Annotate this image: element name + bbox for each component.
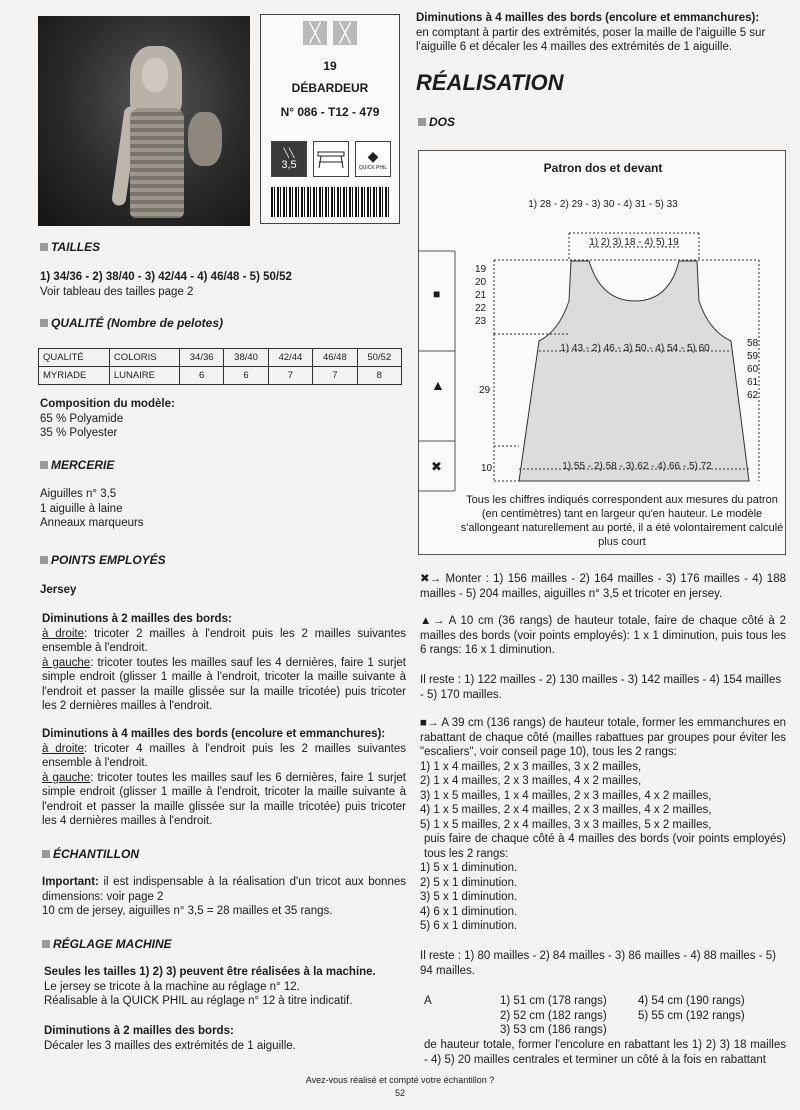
- table-cell: 50/52: [357, 349, 401, 367]
- cross-marker-icon: ✖: [431, 459, 442, 474]
- left-bottom-height: 10: [481, 463, 493, 474]
- dim2-droite-label: à droite: [42, 627, 85, 640]
- list-item: 1) 1 x 4 mailles, 2 x 3 mailles, 3 x 2 mailles,: [420, 760, 642, 773]
- echantillon-heading: ÉCHANTILLON: [42, 847, 139, 861]
- realisation-title: RÉALISATION: [416, 70, 564, 95]
- reste2-text: Il reste : 1) 80 mailles - 2) 84 mailles - 3) 86 mailles - 4) 88 mailles - 5) 94 mailles.: [420, 950, 776, 977]
- right-dim4-heading: Diminutions à 4 mailles des bords (encolure et emmanchures):: [416, 12, 760, 24]
- bottom-width-label: 1) 55 - 2) 58 - 3) 62 - 4) 66 - 5) 72: [562, 461, 712, 472]
- tailles-heading: TAILLES: [40, 240, 100, 254]
- yarn-quantity-table: [38, 348, 402, 385]
- gauge-text: 10 cm de jersey, aiguilles n° 3,5 = 28 mailles et 35 rangs.: [42, 905, 333, 917]
- list-item: 5) 6 x 1 diminution.: [420, 920, 518, 932]
- pattern-number: 19: [323, 59, 337, 73]
- sizes-line: 1) 34/36 - 2) 38/40 - 3) 42/44 - 4) 46/48 - 5) 50/52: [40, 271, 292, 283]
- table-cell: 7: [268, 367, 312, 385]
- machine-dim-text: Décaler les 3 mailles des extrémités de 1 aiguille.: [44, 1039, 296, 1052]
- footer-question: Avez-vous réalisé et compté votre échantillon ?: [305, 1075, 495, 1085]
- composition-line: 65 % Polyamide: [40, 412, 124, 425]
- mid-width-label: 1) 43 - 2) 46 - 3) 50 - 4) 54 - 5) 60: [560, 343, 710, 354]
- height-value: 58: [747, 338, 759, 349]
- table-cell: MYRIADE: [39, 367, 110, 385]
- top-width-label: 1) 28 - 2) 29 - 3) 30 - 4) 31 - 5) 33: [528, 199, 678, 210]
- monter-text: Monter : 1) 156 mailles - 2) 164 mailles - 3) 176 mailles - 4) 188 mailles - 5) 204 mailles, aiguilles n° 3,5 et tricoter en jersey.: [420, 573, 786, 600]
- machine-dim-heading: Diminutions à 2 mailles des bords:: [44, 1025, 234, 1037]
- needle-size: 3,5: [281, 158, 297, 171]
- model-photo: [38, 16, 250, 226]
- pattern-card: [260, 14, 400, 224]
- height-item: 3) 53 cm (186 rangs): [500, 1024, 607, 1036]
- quick-phil-label: QUICK PHIL: [358, 164, 388, 171]
- height-value: 60: [747, 364, 759, 375]
- height-item: 2) 52 cm (182 rangs): [500, 1009, 607, 1022]
- dim2-gauche-text: : tricoter toutes les mailles sauf les 4 dernières, faire 1 surjet simple endroit (glisser 1 maille à l'endroit, tricoter la maille suivante à l'endroit et passer la maille glissée sur la maille tricotée) puis tricoter les 2 dernières mailles à l'endroit.: [42, 656, 406, 712]
- height-value: 20: [475, 277, 487, 288]
- left-mid-height: 29: [479, 385, 491, 396]
- a-label: A: [424, 995, 432, 1007]
- page-number: 52: [394, 1088, 405, 1098]
- table-row: [39, 367, 402, 385]
- table-cell: 6: [224, 367, 268, 385]
- mercerie-item: Anneaux marqueurs: [40, 517, 144, 529]
- height-value: 19: [475, 264, 487, 275]
- dim4-droite-text: : tricoter 4 mailles à l'endroit puis les 2 mailles suivantes ensemble à l'endroit.: [42, 742, 407, 769]
- final-text: de hauteur totale, former l'encolure en rabattant les 1) 2) 3) 18 mailles - 4) 5) 20 mailles centrales et terminer un côté à la fois en rabattant: [424, 1039, 786, 1066]
- list-item: 5) 1 x 5 mailles, 2 x 4 mailles, 3 x 3 mailles, 5 x 2 mailles,: [420, 818, 712, 831]
- dim2-droite-text: : tricoter 2 mailles à l'endroit puis les 2 mailles suivantes ensemble à l'endroit.: [42, 627, 407, 654]
- important-label: Important:: [42, 876, 99, 888]
- a39-text: A 39 cm (136 rangs) de hauteur totale, former les emmanchures en rabattant de chaque côté (mailles rabattues par groupes pour éviter les "escaliers", voir conseil page 10), tous les 2 rangs:: [420, 717, 786, 758]
- puis-text: puis faire de chaque côté à 4 mailles des bords (voir points employés) tous les 2 rangs:: [424, 833, 786, 860]
- table-cell: 34/36: [179, 349, 223, 367]
- dim4-gauche-text: : tricoter toutes les mailles sauf les 6 dernières, faire 1 surjet simple endroit (glisser 1 maille à l'endroit, tricoter la maille suivante à l'endroit et passer la maille glissée sur la maille tricotée) puis tricoter les 4 dernières mailles à l'endroit.: [42, 771, 406, 827]
- dim2-gauche-label: à gauche: [42, 656, 91, 669]
- left-heights: [475, 263, 486, 328]
- knitting-machine-icon: [313, 141, 349, 177]
- composition-line: 35 % Polyester: [40, 427, 118, 439]
- table-cell: 46/48: [313, 349, 357, 367]
- right-dim4-text: en comptant à partir des extrémités, poser la maille de l'aiguille 5 sur l'aiguille 6 et décaler les 4 mailles des extrémités de 1 aiguille.: [416, 26, 766, 53]
- height-value: 59: [747, 351, 759, 362]
- mercerie-item: 1 aiguille à laine: [40, 502, 123, 515]
- height-value: 21: [475, 290, 487, 301]
- list-item: 2) 1 x 4 mailles, 2 x 3 mailles, 4 x 2 mailles,: [420, 775, 642, 787]
- a10-step: [420, 614, 786, 658]
- table-cell: LUNAIRE: [109, 367, 179, 385]
- list-item: 1) 5 x 1 diminution.: [420, 862, 518, 874]
- diagram-caption: Tous les chiffres indiqués correspondent aux mesures du patron (en centimètres) tant en largeur qu'en hauteur. Le modèle s'allongeant naturellement au porté, il a été volontairement calculé plus court: [460, 494, 784, 548]
- difficulty-x-icon: ╳: [303, 21, 327, 45]
- triangle-marker-icon: ▲: [431, 377, 445, 393]
- list-item: 4) 6 x 1 diminution.: [420, 905, 518, 918]
- needle-icon: ╲╲ 3,5: [271, 141, 307, 177]
- jersey-label: Jersey: [40, 584, 77, 596]
- table-cell: 8: [357, 367, 401, 385]
- pattern-diagram: [418, 150, 786, 555]
- dim4-droite-label: à droite: [42, 742, 85, 755]
- diagram-title: Patron dos et devant: [543, 161, 663, 175]
- height-value: 62: [747, 390, 759, 401]
- model-name: DÉBARDEUR: [291, 81, 369, 95]
- height-value: 22: [475, 303, 487, 314]
- table-cell: 42/44: [268, 349, 312, 367]
- height-item: 1) 51 cm (178 rangs): [500, 995, 607, 1007]
- mercerie-heading: MERCERIE: [40, 458, 114, 472]
- points-heading: POINTS EMPLOYÉS: [40, 553, 166, 567]
- table-cell: 38/40: [224, 349, 268, 367]
- height-item: 4) 54 cm (190 rangs): [638, 995, 745, 1007]
- machine-sizes: Seules les tailles 1) 2) 3) peuvent être réalisées à la machine.: [44, 966, 376, 978]
- reste1-text: Il reste : 1) 122 mailles - 2) 130 mailles - 3) 142 mailles - 4) 154 mailles - 5) 170 mailles.: [420, 674, 782, 701]
- list-item: 4) 1 x 5 mailles, 2 x 4 mailles, 2 x 3 mailles, 4 x 2 mailles,: [420, 804, 712, 816]
- list-item: 3) 5 x 1 diminution.: [420, 891, 518, 903]
- square-marker-icon: ■: [433, 287, 441, 301]
- barcode: [271, 187, 391, 217]
- neck-width-label: 1) 2) 3) 18 - 4) 5) 19: [589, 237, 679, 248]
- square-marker-icon: ■→: [420, 717, 442, 729]
- monter-step: [420, 572, 786, 601]
- table-cell: 6: [179, 367, 223, 385]
- machine-line: Réalisable à la QUICK PHIL au réglage n° 12 à titre indicatif.: [44, 995, 353, 1007]
- dos-heading: DOS: [418, 115, 455, 129]
- composition-heading: Composition du modèle:: [40, 398, 175, 410]
- list-item: 3) 1 x 5 mailles, 1 x 4 mailles, 2 x 3 mailles, 4 x 2 mailles,: [420, 789, 712, 802]
- dim4-heading: Diminutions à 4 mailles des bords (encolure et emmanchures):: [42, 728, 386, 740]
- height-value: 23: [475, 316, 487, 327]
- a10-text: A 10 cm (36 rangs) de hauteur totale, faire de chaque côté à 2 mailles des bords (voir points employés): 1 x 1 diminution, puis tous les 6 rangs: 16 x 1 diminution.: [420, 615, 786, 656]
- a39-step: [420, 716, 786, 760]
- table-cell: 7: [313, 367, 357, 385]
- important-text: il est indispensable à la réalisation d'un tricot aux bonnes dimensions: voir page 2: [42, 876, 406, 903]
- height-value: 61: [747, 377, 759, 388]
- sizes-note: Voir tableau des tailles page 2: [40, 285, 194, 298]
- reference-number: N° 086 - T12 - 479: [280, 105, 380, 119]
- triangle-marker-icon: ▲→: [420, 615, 449, 627]
- table-cell: QUALITÉ: [39, 349, 110, 367]
- qualite-heading: QUALITÉ (Nombre de pelotes): [40, 316, 223, 330]
- difficulty-x-icon: ╳: [333, 21, 357, 45]
- right-heights: [747, 337, 758, 402]
- quick-phil-icon: ◆ QUICK PHIL: [355, 141, 391, 177]
- list-item: 2) 5 x 1 diminution.: [420, 876, 518, 889]
- dim4-gauche-label: à gauche: [42, 771, 91, 784]
- height-item: 5) 55 cm (192 rangs): [638, 1009, 745, 1022]
- dim2-heading: Diminutions à 2 mailles des bords:: [42, 613, 232, 625]
- table-cell: COLORIS: [109, 349, 179, 367]
- machine-heading: RÉGLAGE MACHINE: [42, 937, 172, 951]
- cross-marker-icon: ✖→: [420, 573, 446, 585]
- mercerie-item: Aiguilles n° 3,5: [40, 488, 117, 500]
- machine-line: Le jersey se tricote à la machine au réglage n° 12.: [44, 980, 300, 993]
- table-header-row: [39, 349, 402, 367]
